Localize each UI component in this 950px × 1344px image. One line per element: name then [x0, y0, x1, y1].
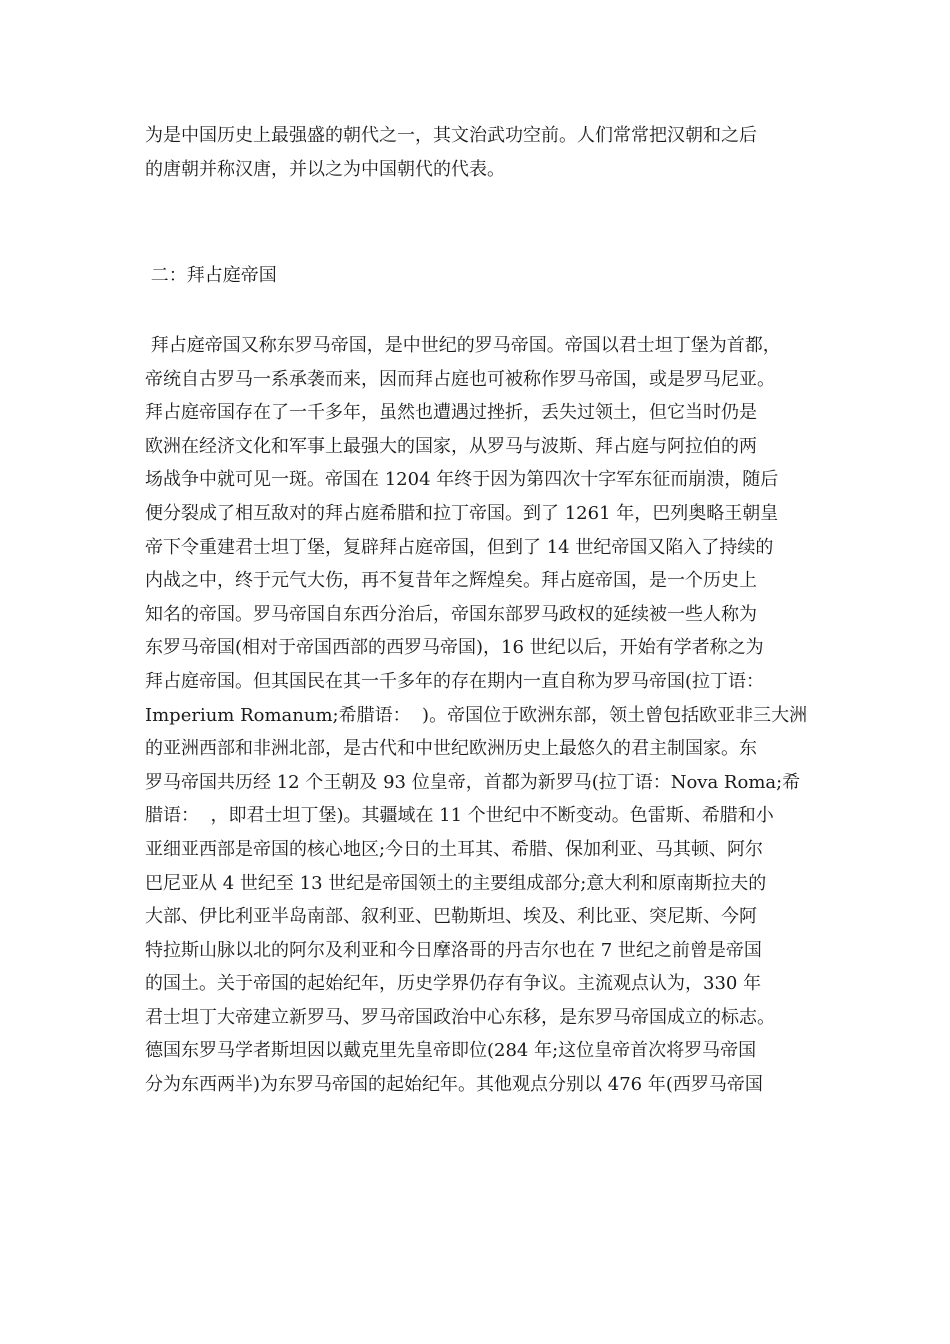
paragraph-line: 内战之中，终于元气大伤，再不复昔年之辉煌矣。拜占庭帝国，是一个历史上	[145, 570, 757, 592]
paragraph-line: Imperium Romanum;希腊语： )。帝国位于欧洲东部，领土曾包括欧亚非三大洲	[145, 704, 808, 726]
paragraph-line: 君士坦丁大帝建立新罗马、罗马帝国政治中心东移，是东罗马帝国成立的标志。	[145, 1006, 775, 1028]
section-heading	[145, 259, 825, 293]
paragraph-line: 分为东西两半)为东罗马帝国的起始纪年。其他观点分别以 476 年(西罗马帝国	[145, 1074, 763, 1096]
section-heading-text: 二：拜占庭帝国	[145, 265, 277, 286]
paragraph-line: 拜占庭帝国又称东罗马帝国，是中世纪的罗马帝国。帝国以君士坦丁堡为首都，	[145, 335, 781, 356]
paragraph-line: 欧洲在经济文化和军事上最强大的国家，从罗马与波斯、拜占庭与阿拉伯的两	[145, 435, 757, 457]
paragraph-line: 便分裂成了相互敌对的拜占庭希腊和拉丁帝国。到了 1261 年，巴列奥略王朝皇	[145, 502, 779, 524]
section-body-paragraph	[145, 329, 825, 1102]
paragraph-line: 的国土。关于帝国的起始纪年，历史学界仍存有争议。主流观点认为，330 年	[145, 973, 762, 995]
paragraph-line: 为是中国历史上最强盛的朝代之一，其文治武功空前。人们常常把汉朝和之后	[145, 125, 757, 146]
paragraph-line: 帝下令重建君士坦丁堡，复辟拜占庭帝国，但到了 14 世纪帝国又陷入了持续的	[145, 536, 774, 558]
intro-paragraph	[145, 119, 825, 187]
paragraph-line: 德国东罗马学者斯坦因以戴克里先皇帝即位(284 年;这位皇帝首次将罗马帝国	[145, 1040, 757, 1062]
paragraph-line: 场战争中就可见一斑。帝国在 1204 年终于因为第四次十字军东征而崩溃，随后	[145, 469, 779, 491]
paragraph-line: 的亚洲西部和非洲北部，是古代和中世纪欧洲历史上最悠久的君主制国家。东	[145, 738, 757, 760]
paragraph-line: 亚细亚西部是帝国的核心地区;今日的土耳其、希腊、保加利亚、马其顿、阿尔	[145, 838, 764, 860]
paragraph-line: 罗马帝国共历经 12 个王朝及 93 位皇帝，首都为新罗马(拉丁语：Nova Roma;希	[145, 771, 801, 793]
paragraph-line: 大部、伊比利亚半岛南部、叙利亚、巴勒斯坦、埃及、利比亚、突尼斯、今阿	[145, 906, 757, 928]
paragraph-line: 的唐朝并称汉唐，并以之为中国朝代的代表。	[145, 159, 505, 180]
paragraph-line: 帝统自古罗马一系承袭而来，因而拜占庭也可被称作罗马帝国，或是罗马尼亚。	[145, 368, 775, 390]
paragraph-line: 知名的帝国。罗马帝国自东西分治后，帝国东部罗马政权的延续被一些人称为	[145, 603, 757, 625]
paragraph-line: 巴尼亚从 4 世纪至 13 世纪是帝国领土的主要组成部分;意大利和原南斯拉夫的	[145, 872, 767, 894]
paragraph-line: 拜占庭帝国。但其国民在其一千多年的存在期内一直自称为罗马帝国(拉丁语：	[145, 670, 765, 692]
paragraph-line: 拜占庭帝国存在了一千多年，虽然也遭遇过挫折，丢失过领土，但它当时仍是	[145, 402, 757, 424]
paragraph-line: 特拉斯山脉以北的阿尔及利亚和今日摩洛哥的丹吉尔也在 7 世纪之前曾是帝国	[145, 939, 762, 961]
paragraph-line: 东罗马帝国(相对于帝国西部的西罗马帝国)，16 世纪以后，开始有学者称之为	[145, 637, 764, 659]
paragraph-line: 腊语： ，即君士坦丁堡)。其疆域在 11 个世纪中不断变动。色雷斯、希腊和小	[145, 805, 774, 827]
